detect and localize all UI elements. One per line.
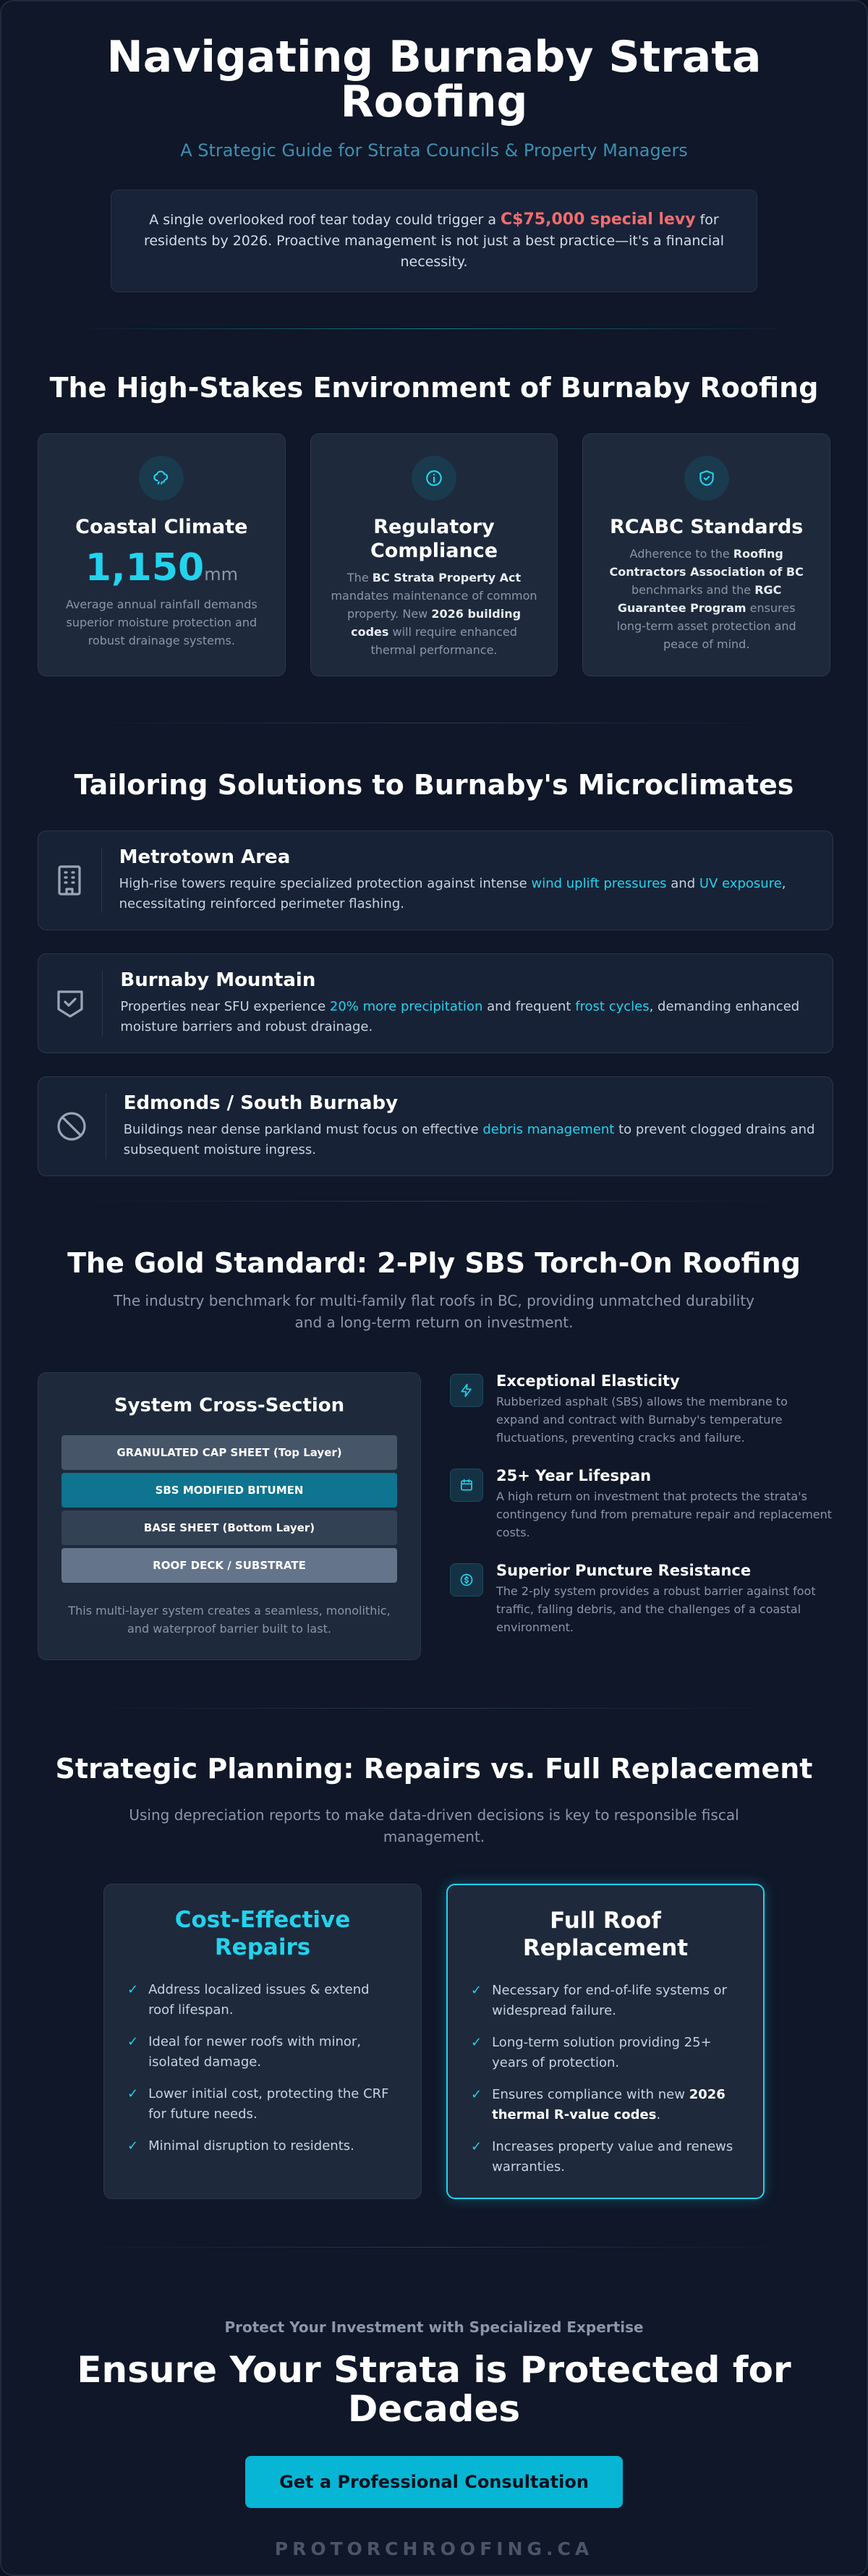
list-item-text: [492, 2085, 740, 2125]
stakes-cards: [38, 433, 830, 676]
info-icon: [412, 456, 456, 501]
levy-callout: [111, 190, 757, 292]
bold-text: RGC Guarantee Program: [617, 583, 782, 615]
feature-title: Superior Puncture Resistance: [496, 1562, 752, 1579]
feature-elasticity: [450, 1372, 833, 1447]
shield-check-icon: [684, 456, 729, 501]
card-title: Regulatory Compliance: [370, 516, 498, 562]
highlight: debris management: [482, 1122, 615, 1137]
layer-roof-deck: ROOF DECK / SUBSTRATE: [61, 1548, 397, 1583]
text: ensures long-term asset protection and peace of mind.: [616, 601, 796, 651]
microclimate-metrotown: [38, 830, 833, 930]
layer-cap-sheet: GRANULATED CAP SHEET (Top Layer): [61, 1435, 397, 1470]
list-item-text: Necessary for end-of-life systems or widespread failure.: [492, 1983, 727, 2018]
area-text: [124, 1120, 815, 1160]
card-rcabc-standards: [582, 433, 830, 676]
bold-text: BC Strata Property Act: [372, 571, 522, 585]
list-item-text: Increases property value and renews warranties.: [492, 2139, 733, 2175]
highlight: UV exposure: [699, 876, 782, 891]
feature-title: Exceptional Elasticity: [496, 1372, 680, 1390]
check-icon: ✓: [471, 2087, 482, 2102]
cross-section-note: This multi-layer system creates a seamless, monolithic, and waterproof barrier built to last.: [68, 1604, 391, 1636]
card-text: [602, 545, 811, 653]
feature-lifespan: [450, 1467, 833, 1542]
text: Ensures compliance with new: [492, 2087, 689, 2102]
text: Buildings near dense parkland must focus on effective: [123, 1122, 483, 1137]
check-icon: ✓: [127, 2086, 139, 2101]
text: and: [666, 876, 699, 891]
card-coastal-climate: [38, 433, 286, 676]
stakes-section: [1, 329, 867, 676]
page-subtitle: A Strategic Guide for Strata Councils & Property Managers: [180, 140, 688, 161]
feature-puncture-resistance: [450, 1562, 833, 1636]
list-item-text: Lower initial cost, protecting the CRF for future needs.: [148, 2086, 389, 2122]
list-item: [471, 1981, 740, 2021]
text: Adherence to the: [629, 547, 733, 561]
brand-url: PROTORCHROOFING.CA: [274, 2538, 594, 2559]
no-entry-icon: [38, 1094, 106, 1159]
card-title: RCABC Standards: [610, 516, 804, 538]
repairs-title: Cost-Effective Repairs: [174, 1907, 351, 1960]
page-title: Navigating Burnaby Strata Roofing: [106, 32, 762, 127]
card-text: [330, 569, 539, 659]
consultation-button[interactable]: Get a Professional Consultation: [245, 2456, 623, 2508]
sbs-section: [1, 1202, 867, 1660]
sbs-content: [38, 1372, 833, 1660]
hero: [1, 1, 867, 292]
microclimates-section: [1, 723, 867, 1176]
check-icon: ✓: [127, 1982, 139, 1997]
sbs-title: The Gold Standard: 2-Ply SBS Torch-On Roofing: [67, 1247, 801, 1279]
check-icon: ✓: [471, 2035, 482, 2050]
layer-stack: [61, 1435, 397, 1583]
card-title: Coastal Climate: [75, 516, 248, 538]
feature-text: A high return on investment that protects the strata's contingency fund from premature repair and replacement costs.: [496, 1489, 833, 1539]
plan-comparison: [38, 1884, 830, 2199]
microclimate-list: [38, 830, 833, 1176]
cta-section: [1, 2248, 867, 2559]
shield-check-icon: [38, 971, 103, 1036]
feature-title: 25+ Year Lifespan: [496, 1467, 652, 1484]
cross-section-title: System Cross-Section: [114, 1395, 345, 1416]
area-title: Metrotown Area: [119, 846, 291, 868]
highlight: wind uplift pressures: [531, 876, 667, 891]
callout-text-post: for residents by 2026. Proactive management is not just a best practice—it's a financial necessity.: [143, 212, 725, 270]
levy-amount: C$75,000 special levy: [501, 211, 696, 229]
text: benchmarks and the: [631, 583, 755, 597]
area-text: [120, 997, 815, 1037]
check-icon: ✓: [127, 2034, 139, 2049]
list-item: [127, 2084, 398, 2125]
bold-text: Roofing Contractors Association of BC: [609, 547, 804, 579]
text: will require enhanced thermal performance.: [370, 625, 517, 657]
repairs-list: [127, 1980, 398, 2156]
feature-text: Rubberized asphalt (SBS) allows the membrane to expand and contract with Burnaby's temperature fluctuations, preventing cracks and failure.: [496, 1395, 788, 1445]
list-item: [471, 2085, 740, 2125]
microclimates-title: Tailoring Solutions to Burnaby's Microclimates: [74, 769, 794, 801]
replacement-list: [471, 1981, 740, 2177]
text: and frequent: [482, 999, 576, 1014]
area-text: [119, 874, 815, 914]
microclimate-burnaby-mountain: [38, 953, 833, 1053]
text: High-rise towers require specialized protection against intense: [119, 876, 532, 891]
layer-sbs-bitumen: SBS MODIFIED BITUMEN: [61, 1473, 397, 1508]
planning-subtitle: Using depreciation reports to make data-driven decisions is key to responsible fiscal management.: [129, 1806, 739, 1845]
card-text: Average annual rainfall demands superior moisture protection and robust drainage systems.: [65, 598, 258, 647]
check-icon: ✓: [127, 2138, 139, 2154]
highlight: 20% more precipitation: [329, 999, 483, 1014]
list-item: [471, 2137, 740, 2177]
list-item-text: Ideal for newer roofs with minor, isolated damage.: [148, 2034, 361, 2070]
bold-text: 2026 thermal R-value codes: [492, 2087, 726, 2122]
text: Properties near SFU experience: [120, 999, 330, 1014]
card-regulatory-compliance: [310, 433, 558, 676]
highlight: frost cycles: [575, 999, 650, 1014]
planning-section: [1, 1709, 867, 2199]
calendar-icon: [450, 1468, 483, 1502]
text: .: [656, 2107, 661, 2122]
text: The: [346, 571, 373, 585]
lightning-icon: [450, 1374, 483, 1407]
cta-title: Ensure Your Strata is Protected for Decades: [77, 2349, 791, 2430]
check-icon: ✓: [471, 1983, 482, 1998]
list-item: [127, 1980, 398, 2020]
feature-text: The 2-ply system provides a robust barrier against foot traffic, falling debris, and the challenges of a coastal environment.: [496, 1584, 816, 1634]
text: , necessitating reinforced perimeter flashing.: [119, 876, 786, 911]
text: to prevent clogged drains and subsequent moisture ingress.: [123, 1122, 815, 1157]
stat-value: 1,150: [85, 546, 205, 590]
layer-base-sheet: BASE SHEET (Bottom Layer): [61, 1510, 397, 1545]
cloud-rain-icon: [139, 456, 184, 501]
stat-unit: mm: [204, 564, 238, 585]
list-item: [127, 2136, 398, 2156]
cross-section-card: [38, 1372, 421, 1660]
replacement-title: Full Roof Replacement: [522, 1908, 689, 1961]
list-item: [471, 2033, 740, 2073]
rainfall-stat: [57, 546, 266, 590]
area-title: Edmonds / South Burnaby: [123, 1092, 399, 1114]
repairs-card: [103, 1884, 422, 2199]
replacement-card: [446, 1884, 765, 2199]
planning-title: Strategic Planning: Repairs vs. Full Replacement: [55, 1753, 813, 1785]
list-item-text: Minimal disruption to residents.: [148, 2138, 354, 2154]
area-title: Burnaby Mountain: [120, 969, 316, 991]
list-item-text: Long-term solution providing 25+ years of protection.: [492, 2035, 712, 2070]
dollar-icon: [450, 1563, 483, 1597]
callout-text-pre: A single overlooked roof tear today could trigger a: [149, 212, 501, 228]
sbs-subtitle: The industry benchmark for multi-family flat roofs in BC, providing unmatched durability and a long-term return on investment.: [113, 1292, 755, 1331]
microclimate-edmonds: [38, 1076, 833, 1176]
list-item-text: Address localized issues & extend roof lifespan.: [148, 1982, 370, 2018]
stakes-title: The High-Stakes Environment of Burnaby Roofing: [49, 372, 819, 404]
building-icon: [38, 848, 102, 913]
bold-text: 2026 building codes: [351, 607, 522, 639]
text: mandates maintenance of common property. New: [331, 589, 537, 621]
list-item: [127, 2032, 398, 2073]
text: , demanding enhanced moisture barriers and robust drainage.: [120, 999, 800, 1034]
cta-eyebrow: Protect Your Investment with Specialized Expertise: [224, 2318, 644, 2336]
check-icon: ✓: [471, 2139, 482, 2154]
feature-list: [450, 1372, 833, 1660]
